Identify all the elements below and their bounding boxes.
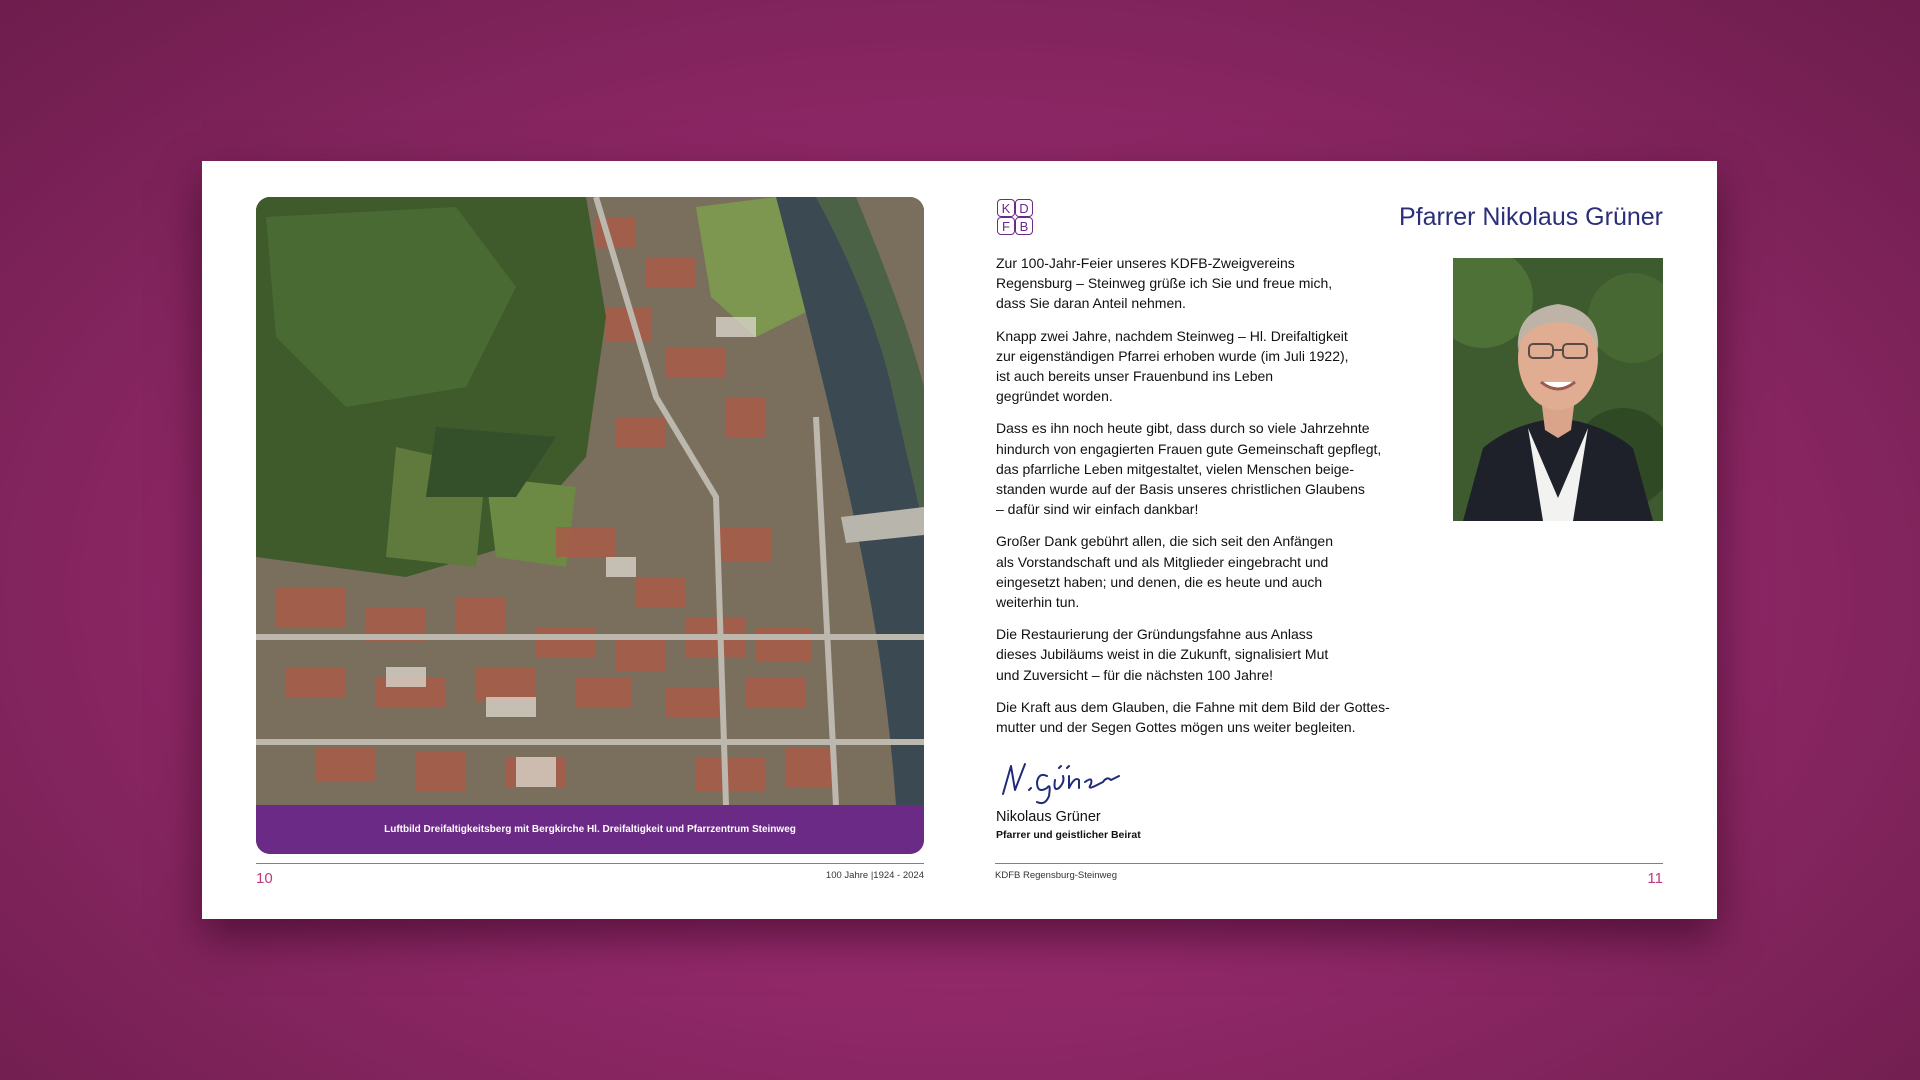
paragraph-4: Großer Dank gebührt allen, die sich seit den Anfängen als Vorstandschaft und als Mitglieder eingebracht und eingesetzt haben; und denen, die es heute und auch weiterhin tun.	[996, 533, 1333, 611]
paragraph-1: Zur 100-Jahr-Feier unseres KDFB-Zweigvereins Regensburg – Steinweg grüße ich Sie und freue mich, dass Sie daran Anteil nehmen.	[996, 255, 1333, 312]
paragraph-6: Die Kraft aus dem Glauben, die Fahne mit dem Bild der Gottes- mutter und der Segen Gottes mögen uns weiter begleiten.	[996, 698, 1390, 736]
paragraph-3: Dass es ihn noch heute gibt, dass durch so viele Jahrzehnte hindurch von engagierten Frauen gute Gemeinschaft gepflegt, das pfarrliche Leben mitgestaltet, vielen Menschen beige- standen wurde auf der Basis unseres christlichen Glaubens – dafür sind wir einfach dankbar!	[996, 420, 1382, 518]
paragraph-5: Die Restaurierung der Gründungsfahne aus Anlass dieses Jubiläums weist in die Zukunft, signalisiert Mut und Zuversicht – für die nächsten 100 Jahre!	[996, 626, 1329, 683]
logo-letter-b: B	[1015, 217, 1033, 235]
paragraph-2: Knapp zwei Jahre, nachdem Steinweg – Hl. Dreifaltigkeit zur eigenständigen Pfarrei erhoben wurde (im Juli 1922), ist auch bereits unser Frauenbund ins Leben gegründet worden.	[996, 327, 1349, 405]
footer-text-left: 100 Jahre |1924 - 2024	[825, 870, 924, 881]
footer-rule-right	[995, 863, 1663, 864]
logo-letter-d: D	[1015, 199, 1033, 217]
page-number-left: 10	[256, 870, 273, 887]
aerial-photo-card	[256, 197, 924, 854]
page-title: Pfarrer Nikolaus Grüner	[1399, 203, 1663, 231]
footer-rule-left	[256, 863, 924, 864]
signature-graphic	[995, 746, 1135, 806]
letter-body	[996, 253, 1436, 749]
kdfb-logo	[995, 197, 1035, 237]
portrait-illustration	[1453, 258, 1663, 521]
page-number-right: 11	[1647, 870, 1663, 887]
photo-caption: Luftbild Dreifaltigkeitsberg mit Bergkirche Hl. Dreifaltigkeit und Pfarrzentrum Steinweg	[256, 805, 924, 854]
portrait-photo	[1453, 258, 1663, 521]
brochure-spread	[202, 161, 1717, 919]
footer-text-right: KDFB Regensburg-Steinweg	[995, 870, 1117, 881]
logo-letter-f: F	[997, 217, 1015, 235]
signature-role: Pfarrer und geistlicher Beirat	[996, 829, 1141, 841]
aerial-photo	[256, 197, 924, 805]
signature-name: Nikolaus Grüner	[996, 809, 1101, 825]
logo-letter-k: K	[997, 199, 1015, 217]
